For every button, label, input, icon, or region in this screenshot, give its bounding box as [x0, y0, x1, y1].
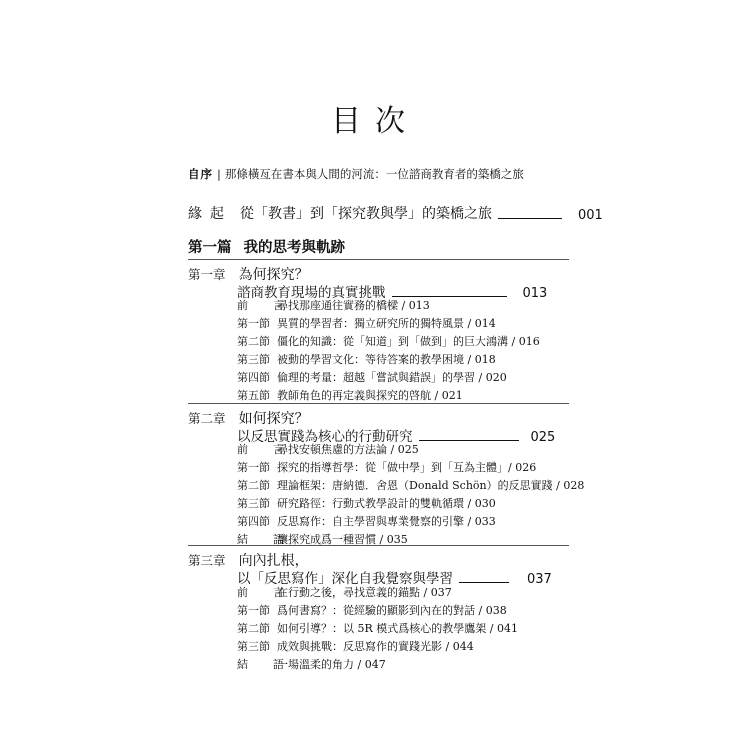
section-title: 一場溫柔的角力 / 047	[277, 658, 386, 671]
preface-separator: |	[217, 167, 221, 181]
intro-page: 001	[578, 208, 603, 223]
preface-entry[interactable]	[188, 166, 524, 182]
chapter-page: 025	[530, 430, 556, 445]
section-entry[interactable]	[237, 351, 540, 369]
section-title: 如何引導？：以 5R 模式爲核心的教學鷹架 / 041	[277, 622, 518, 635]
chapter-title: 如何探究？	[238, 411, 309, 427]
section-label: 第三節	[237, 497, 270, 510]
section-entry[interactable]	[237, 459, 584, 477]
section-title: 被動的學習文化：等待答案的教學困境 / 018	[277, 353, 496, 366]
section-title: 尋找那座通往實務的橋樑 / 013	[277, 299, 430, 312]
intro-title: 從「教書」到「探究教與學」的築橋之旅	[240, 206, 492, 222]
divider	[188, 259, 569, 260]
section-title: 教師角色的再定義與探究的啓航 / 021	[277, 389, 463, 402]
chapter-subtitle: 以反思實踐為核心的行動研究	[237, 429, 413, 445]
leader-rule	[459, 582, 509, 583]
section-title: 僵化的知識：從「知道」到「做到」的巨大鴻溝 / 016	[277, 335, 540, 348]
chapter-title: 向內扎根，	[238, 553, 309, 569]
part-title: 我的思考與軌跡	[243, 239, 345, 256]
section-entry[interactable]	[237, 656, 518, 674]
chapter-label: 第二章	[188, 411, 226, 426]
section-title: 在行動之後，尋找意義的錨點 / 037	[277, 586, 452, 599]
section-title: 讓探究成爲一種習慣 / 035	[277, 533, 408, 546]
section-title: 異質的學習者：獨立研究所的獨特風景 / 014	[277, 317, 496, 330]
section-label: 第一節	[237, 317, 270, 330]
divider	[188, 545, 569, 546]
section-entry[interactable]	[237, 531, 584, 549]
chapter-label: 第三章	[188, 553, 226, 568]
section-label: 第二節	[237, 479, 270, 492]
preface-title: 那條橫亙在書本與人間的河流：一位諮商教育者的築橋之旅	[224, 167, 524, 181]
section-entry[interactable]	[237, 477, 584, 495]
part-heading	[188, 236, 345, 257]
chapter-2-sections	[237, 441, 584, 549]
intro-label: 緣起	[188, 206, 232, 222]
section-label: 第二節	[237, 335, 270, 348]
part-label: 第一篇	[188, 239, 232, 256]
section-label: 第五節	[237, 389, 270, 402]
chapter-page: 013	[522, 286, 548, 301]
chapter-title: 為何探究？	[238, 267, 309, 283]
section-entry[interactable]	[237, 333, 540, 351]
chapter-page: 037	[527, 572, 552, 587]
section-label: 前 言	[237, 586, 291, 599]
section-label: 前 言	[237, 443, 291, 456]
section-title: 成效與挑戰：反思寫作的實踐光影 / 044	[277, 640, 474, 653]
section-label: 結 語	[237, 658, 291, 671]
page-title: 目次	[331, 104, 419, 139]
section-label: 第一節	[237, 604, 270, 617]
preface-label: 自序	[188, 167, 213, 181]
chapter-subtitle: 以「反思寫作」深化自我覺察與學習	[237, 571, 453, 587]
section-entry[interactable]	[237, 620, 518, 638]
section-label: 第四節	[237, 371, 270, 384]
chapter-subtitle: 諮商教育現場的真實挑戰	[237, 285, 386, 301]
section-entry[interactable]	[237, 495, 584, 513]
section-label: 結 語	[237, 533, 291, 546]
section-title: 探究的指導哲學：從「做中學」到「互為主體」/ 026	[277, 461, 537, 474]
section-label: 第二節	[237, 622, 270, 635]
chapter-label: 第一章	[188, 267, 226, 282]
section-label: 第一節	[237, 461, 270, 474]
section-entry[interactable]	[237, 315, 540, 333]
section-entry[interactable]	[237, 513, 584, 531]
section-entry[interactable]	[237, 441, 584, 459]
section-title: 倫理的考量：超越「嘗試與錯誤」的學習 / 020	[277, 371, 507, 384]
section-title: 研究路徑：行動式教學設計的雙軌循環 / 030	[277, 497, 496, 510]
section-label: 前 言	[237, 299, 291, 312]
leader-rule	[498, 218, 562, 219]
section-entry[interactable]	[237, 584, 518, 602]
chapter-1-sections	[237, 297, 540, 405]
section-label: 第三節	[237, 640, 270, 653]
chapter-3-sections	[237, 584, 518, 674]
section-title: 爲何書寫？：從經驗的顯影到內在的對話 / 038	[277, 604, 507, 617]
section-label: 第三節	[237, 353, 270, 366]
intro-entry[interactable]	[188, 203, 603, 223]
section-title: 理論框架：唐納德．舍恩（Donald Schön）的反思實踐 / 028	[277, 479, 585, 492]
section-entry[interactable]	[237, 297, 540, 315]
section-entry[interactable]	[237, 369, 540, 387]
section-entry[interactable]	[237, 638, 518, 656]
section-title: 反思寫作：自主學習與專業覺察的引擎 / 033	[277, 515, 496, 528]
section-label: 第四節	[237, 515, 270, 528]
divider	[188, 403, 569, 404]
section-entry[interactable]	[237, 602, 518, 620]
section-title: 尋找安頓焦慮的方法論 / 025	[277, 443, 419, 456]
